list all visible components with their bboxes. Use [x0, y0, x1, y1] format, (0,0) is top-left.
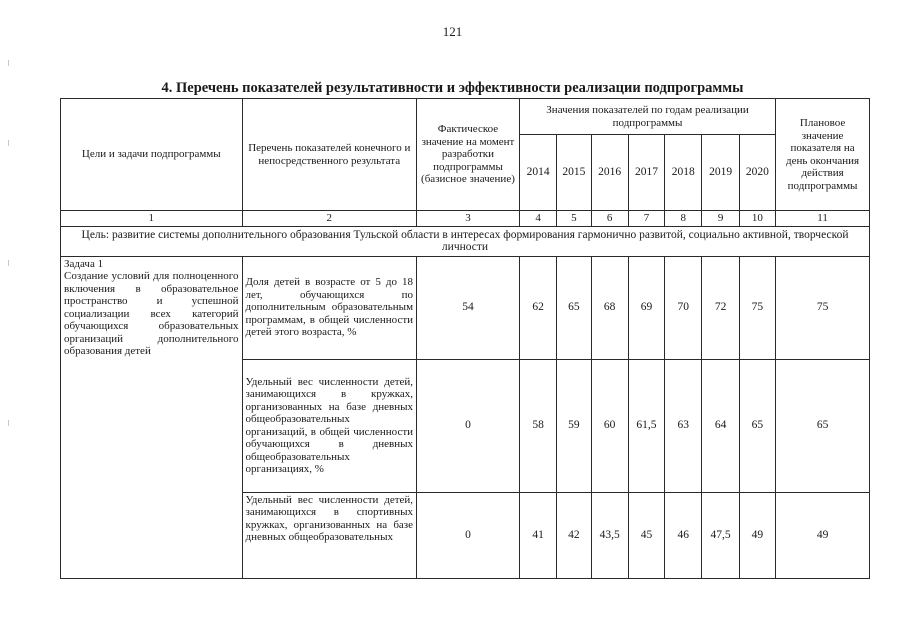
table-row: [61, 256, 870, 359]
column-number: 1: [61, 211, 243, 227]
indicator-actual: 0: [417, 492, 520, 578]
header-year: 2020: [739, 135, 775, 211]
indicator-year-value: 43,5: [591, 492, 628, 578]
indicator-name: Доля детей в возрасте от 5 до 18 лет, обучающихся по дополнительным образовательным программам, в общей численности детей этого возраста, %: [242, 256, 416, 359]
column-number: 2: [242, 211, 416, 227]
indicator-year-value: 75: [739, 256, 775, 359]
indicators-table: [60, 98, 870, 579]
indicator-year-value: 42: [557, 492, 591, 578]
page-title: 4. Перечень показателей результативности и эффективности реализации подпрограммы: [161, 80, 744, 96]
task-cell: [61, 256, 243, 578]
column-number: 10: [739, 211, 775, 227]
indicator-year-value: 70: [665, 256, 702, 359]
indicator-planned: 75: [776, 256, 870, 359]
margin-mark: [8, 140, 9, 146]
indicator-year-value: 60: [591, 359, 628, 492]
header-years-group: Значения показателей по годам реализации подпрограммы: [519, 99, 775, 135]
indicator-year-value: 62: [519, 256, 556, 359]
indicator-year-value: 45: [628, 492, 664, 578]
indicator-year-value: 65: [557, 256, 591, 359]
column-number: 4: [519, 211, 556, 227]
goal-row: Цель: развитие системы дополнительного образования Тульской области в интересах формирования гармонично развитой, социально активной, творческой личности: [61, 226, 870, 256]
indicator-actual: 54: [417, 256, 520, 359]
indicator-year-value: 47,5: [702, 492, 739, 578]
header-year: 2017: [628, 135, 664, 211]
indicator-year-value: 61,5: [628, 359, 664, 492]
header-planned: Плановое значение показателя на день окончания действия подпрограммы: [776, 99, 870, 211]
column-number: 6: [591, 211, 628, 227]
header-year: 2019: [702, 135, 739, 211]
margin-mark: [8, 420, 9, 426]
task-label: Задача 1: [64, 257, 104, 270]
column-number: 9: [702, 211, 739, 227]
header-year: 2015: [557, 135, 591, 211]
column-number-row: [61, 211, 870, 227]
header-indicators: Перечень показателей конечного и непосредственного результата: [242, 99, 416, 211]
indicator-year-value: 65: [739, 359, 775, 492]
indicator-planned: 65: [776, 359, 870, 492]
column-number: 11: [776, 211, 870, 227]
indicator-year-value: 63: [665, 359, 702, 492]
margin-mark: [8, 260, 9, 266]
indicator-year-value: 46: [665, 492, 702, 578]
indicator-year-value: 59: [557, 359, 591, 492]
indicator-planned: 49: [776, 492, 870, 578]
indicator-year-value: 64: [702, 359, 739, 492]
margin-mark: [8, 60, 9, 66]
indicator-year-value: 49: [739, 492, 775, 578]
header-goals: Цели и задачи подпрограммы: [61, 99, 243, 211]
indicator-actual: 0: [417, 359, 520, 492]
header-actual: Фактическое значение на момент разработки подпрограммы (базисное значение): [417, 99, 520, 211]
indicator-name: Удельный вес численности детей, занимающихся в спортивных кружках, организованных на базе дневных общеобразовательных: [242, 492, 416, 578]
header-year: 2016: [591, 135, 628, 211]
indicator-year-value: 41: [519, 492, 556, 578]
page-number: 121: [442, 24, 463, 39]
header-year: 2014: [519, 135, 556, 211]
indicator-year-value: 68: [591, 256, 628, 359]
indicator-year-value: 69: [628, 256, 664, 359]
column-number: 3: [417, 211, 520, 227]
column-number: 8: [665, 211, 702, 227]
header-year: 2018: [665, 135, 702, 211]
column-number: 5: [557, 211, 591, 227]
indicator-year-value: 72: [702, 256, 739, 359]
column-number: 7: [628, 211, 664, 227]
task-text: Создание условий для полноценного включения в образовательное пространство и успешной социализации всех категорий обучающихся образовательных организаций дополнительного образования детей: [64, 270, 239, 357]
indicator-name: Удельный вес численности детей, занимающихся в кружках, организованных на базе дневных общеобразовательных организаций, в общей численности обучающихся в дневных общеобразовательных организациях, %: [242, 359, 416, 492]
indicator-year-value: 58: [519, 359, 556, 492]
